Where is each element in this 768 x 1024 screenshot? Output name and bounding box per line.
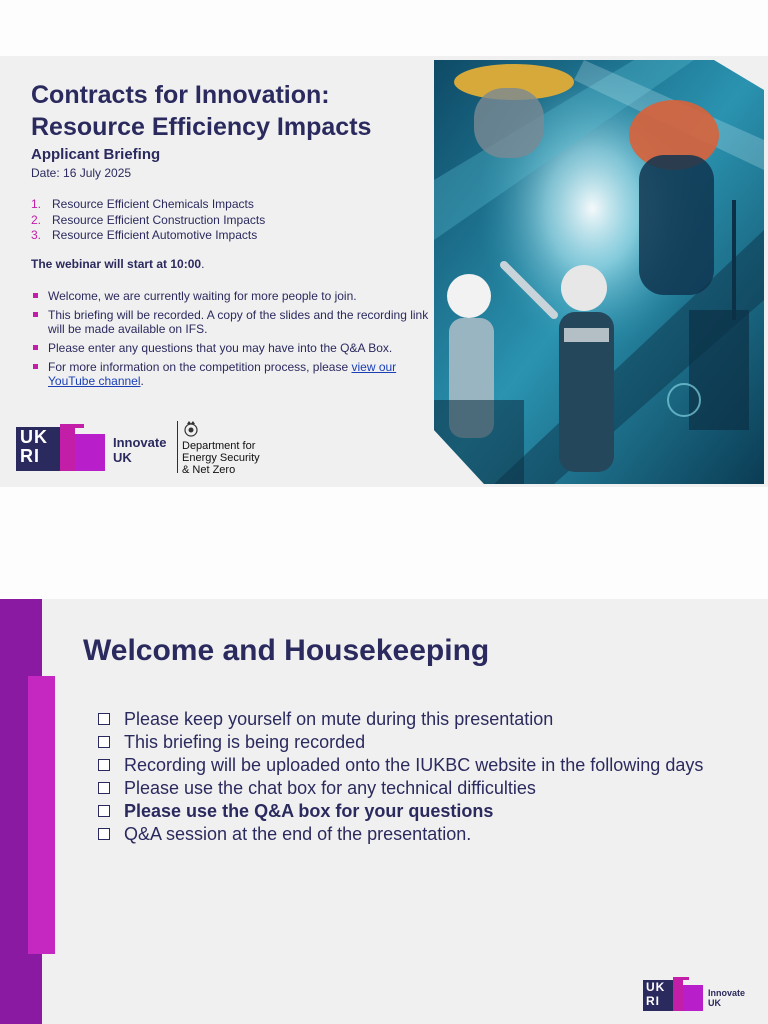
- briefing-date: Date: 16 July 2025: [31, 166, 132, 180]
- slide-title: [31, 79, 371, 143]
- ukri-logo: UK RI: [16, 424, 106, 472]
- slide-title-line1: Contracts for Innovation:: [31, 81, 330, 109]
- youtube-channel-link[interactable]: view our YouTube channel: [48, 360, 397, 388]
- royal-crest-icon: [182, 420, 200, 438]
- list-item: Please keep yourself on mute during this presentation: [97, 708, 717, 731]
- competition-item: 2. Resource Efficient Construction Impacts: [31, 212, 266, 227]
- checkbox-bullet-icon: [98, 782, 110, 794]
- bullet-item: For more information on the competition process, please view our YouTube channel.: [31, 360, 431, 388]
- checkbox-bullet-icon: [98, 805, 110, 817]
- bullet-item: Welcome, we are currently waiting for more people to join.: [31, 289, 431, 303]
- innovate-uk-wordmark: Innovate UK: [113, 435, 167, 465]
- desnz-wordmark: Department for Energy Security & Net Zero: [182, 440, 260, 476]
- innovate-uk-wordmark: Innovate UK: [708, 988, 746, 1008]
- list-item: Q&A session at the end of the presentation.: [97, 823, 717, 846]
- housekeeping-slide: [0, 599, 768, 1024]
- engineers-hero-image: [434, 60, 764, 484]
- slide-subtitle: Applicant Briefing: [31, 146, 161, 163]
- start-notice: The webinar will start at 10:00.: [31, 257, 205, 271]
- checkbox-bullet-icon: [98, 828, 110, 840]
- competition-item: 3. Resource Efficient Automotive Impacts: [31, 228, 258, 242]
- square-bullet-icon: [33, 364, 38, 369]
- square-bullet-icon: [33, 345, 38, 350]
- bullet-item: Please enter any questions that you may have into the Q&A Box.: [31, 341, 431, 355]
- slide-title: Welcome and Housekeeping: [83, 634, 490, 667]
- logo-divider: [177, 421, 178, 473]
- list-item: Recording will be uploaded onto the IUKBC website in the following days: [97, 754, 717, 777]
- bullet-item: This briefing will be recorded. A copy of the slides and the recording link will be made available on IFS.: [31, 308, 431, 336]
- checkbox-bullet-icon: [98, 713, 110, 725]
- slide-title-line2: Resource Efficiency Impacts: [31, 113, 372, 141]
- checkbox-bullet-icon: [98, 736, 110, 748]
- housekeeping-list: [97, 708, 717, 846]
- info-bullets: [31, 289, 431, 393]
- ukri-logo: UK RI: [643, 977, 703, 1013]
- list-item: Please use the Q&A box for your questions: [97, 800, 717, 823]
- checkbox-bullet-icon: [98, 759, 110, 771]
- list-item: This briefing is being recorded: [97, 731, 717, 754]
- competition-list: [31, 197, 265, 244]
- square-bullet-icon: [33, 312, 38, 317]
- square-bullet-icon: [33, 293, 38, 298]
- list-item: Please use the chat box for any technical difficulties: [97, 777, 717, 800]
- accent-bar-light: [28, 676, 55, 954]
- title-slide: [0, 56, 768, 487]
- competition-item: 1. Resource Efficient Chemicals Impacts: [31, 197, 254, 211]
